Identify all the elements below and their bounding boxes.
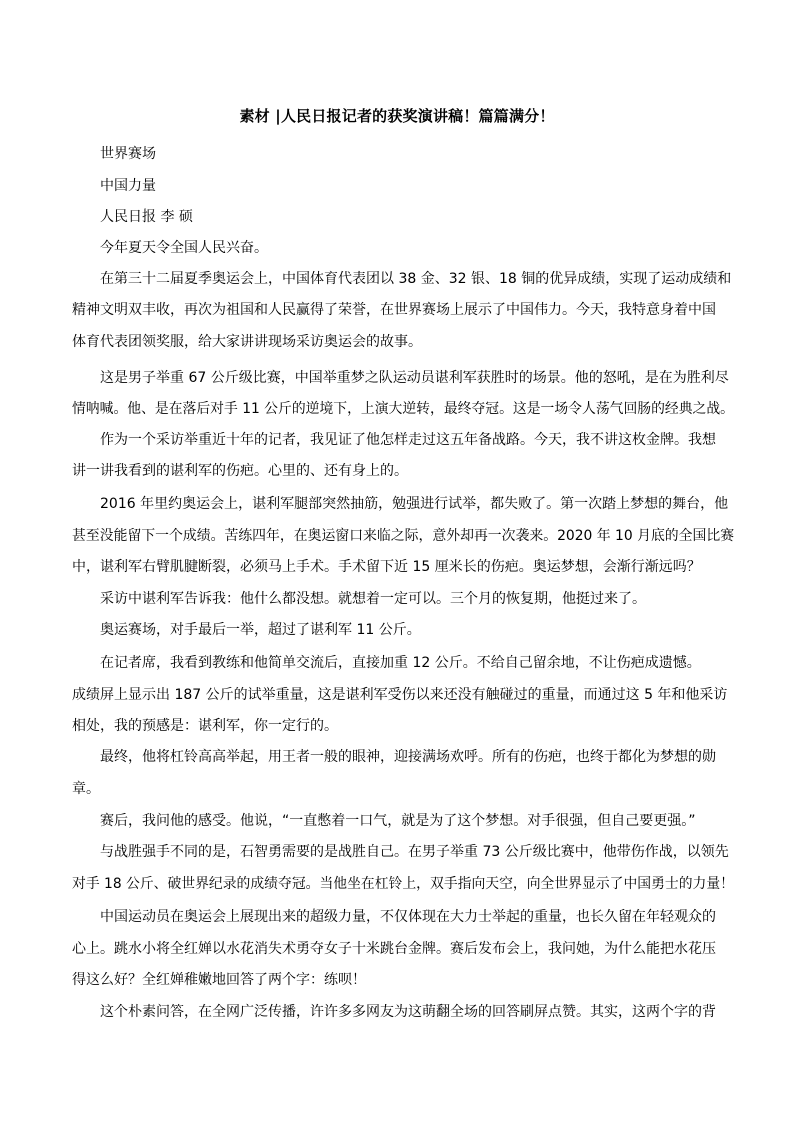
text-line: 对手 18 公斤、破世界纪录的成绩夺冠。当他坐在杠铃上，双手指向天空，向全世界显示了中国勇士的力量！ bbox=[72, 876, 734, 892]
text-line: 中国力量 bbox=[100, 178, 156, 194]
text-line: 最终，他将杠铃高高举起，用王者一般的眼神，迎接满场欢呼。所有的伤疤，也终于都化为梦想的勋 bbox=[100, 749, 716, 765]
text-line: 得这么好？全红婵稚嫩地回答了两个字：练呗！ bbox=[72, 972, 366, 988]
text-line: 作为一个采访举重近十年的记者，我见证了他怎样走过这五年备战路。今天，我不讲这枚金牌。我想 bbox=[100, 432, 716, 448]
text-line: 章。 bbox=[72, 781, 100, 797]
text-line: 世界赛场 bbox=[100, 146, 156, 162]
text-line: 中，谌利军右臂肌腱断裂，必须马上手术。手术留下近 15 厘米长的伤疤。奥运梦想，会渐行渐远吗？ bbox=[72, 559, 701, 575]
text-line: 采访中谌利军告诉我：他什么都没想。就想着一定可以。三个月的恢复期，他挺过来了。 bbox=[100, 591, 646, 607]
text-line: 在第三十二届夏季奥运会上，中国体育代表团以 38 金、32 银、18 铜的优异成绩，实现了运动成绩和 bbox=[100, 271, 732, 287]
document-title: 素材 |人民日报记者的获奖演讲稿！篇篇满分！ bbox=[239, 107, 555, 125]
text-line: 心上。跳水小将全红婵以水花消失术勇夺女子十米跳台金牌。赛后发布会上，我问她，为什么能把水花压 bbox=[72, 941, 716, 957]
text-line: 这是男子举重 67 公斤级比赛，中国举重梦之队运动员谌利军获胜时的场景。他的怒吼，是在为胜利尽 bbox=[100, 370, 729, 386]
text-line: 今年夏天令全国人民兴奋。 bbox=[100, 240, 268, 256]
text-line: 甚至没能留下一个成绩。苦练四年，在奥运窗口来临之际，意外却再一次袭来。2020 年 10 月底的全国比赛 bbox=[72, 528, 735, 544]
text-line: 奥运赛场，对手最后一举，超过了谌利军 11 公斤。 bbox=[100, 622, 421, 638]
text-line: 情呐喊。他、是在落后对手 11 公斤的逆境下，上演大逆转，最终夺冠。这是一场令人荡气回肠的经典之战。 bbox=[72, 401, 734, 417]
text-line: 相处，我的预感是：谌利军，你一定行的。 bbox=[72, 718, 338, 734]
text-line: 精神文明双丰收，再次为祖国和人民赢得了荣誉，在世界赛场上展示了中国伟力。今天，我特意身着中国 bbox=[72, 302, 716, 318]
text-line: 2016 年里约奥运会上，谌利军腿部突然抽筋，勉强进行试举，都失败了。第一次踏上梦想的舞台，他 bbox=[100, 496, 729, 512]
text-line: 体育代表团领奖服，给大家讲讲现场采访奥运会的故事。 bbox=[72, 334, 422, 350]
text-line: 成绩屏上显示出 187 公斤的试举重量，这是谌利军受伤以来还没有触碰过的重量，而通过这 5 年和他采访 bbox=[72, 687, 728, 703]
text-line: 讲一讲我看到的谌利军的伤疤。心里的、还有身上的。 bbox=[72, 463, 408, 479]
text-line: 人民日报 李 硕 bbox=[100, 209, 193, 225]
text-line: 在记者席，我看到教练和他简单交流后，直接加重 12 公斤。不给自己留余地，不让伤疤成遗憾。 bbox=[100, 655, 701, 671]
text-line: 中国运动员在奥运会上展现出来的超级力量，不仅体现在大力士举起的重量，也长久留在年轻观众的 bbox=[100, 909, 716, 925]
text-line: 与战胜强手不同的是，石智勇需要的是战胜自己。在男子举重 73 公斤级比赛中，他带伤作战，以领先 bbox=[100, 844, 729, 860]
text-line: 赛后，我问他的感受。他说，“一直憋着一口气，就是为了这个梦想。对手很强，但自己要更强。” bbox=[100, 813, 696, 829]
text-line: 这个朴素问答，在全网广泛传播，许许多多网友为这萌翻全场的回答刷屏点赞。其实，这两个字的背 bbox=[100, 1004, 716, 1020]
